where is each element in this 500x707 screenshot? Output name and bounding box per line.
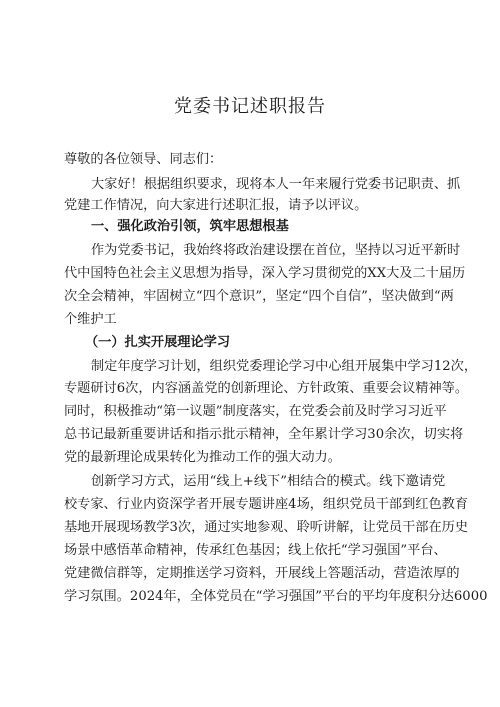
- paragraph-line: 总书记最新重要讲话和指示批示精神，全年累计学习30余次，切实将: [64, 427, 464, 442]
- paragraph-line: 校专家、行业内资深学者开展专题讲座4场，组织党员干部到红色教育: [64, 497, 469, 512]
- paragraph-line: 次全会精神，牢固树立“四个意识”，坚定“四个自信”，坚决做到“两: [64, 289, 454, 304]
- document-title: 党委书记述职报告: [174, 96, 326, 117]
- salutation: 尊敬的各位领导、同志们：: [64, 152, 223, 167]
- paragraph-line: 党建微信群等，定期推送学习资料，开展线上答题活动，营造浓厚的: [64, 566, 460, 581]
- paragraph-line: 专题研讨6次，内容涵盖党的创新理论、方针政策、重要会议精神等。: [64, 381, 469, 396]
- paragraph-line: 党的最新理论成果转化为推动工作的强大动力。: [64, 450, 341, 465]
- paragraph-line: 场景中感悟革命精神，传承红色基因；线上依托“学习强国”平台、: [64, 543, 447, 558]
- paragraph-line: 创新学习方式，运用“线上+线下”相结合的模式。线下邀请党: [91, 474, 446, 489]
- paragraph-line: 作为党委书记，我始终将政治建设摆在首位，坚持以习近平新时: [91, 243, 461, 258]
- paragraph-line: 学习氛围。2024年，全体党员在“学习强国”平台的平均年度积分达6000: [64, 589, 488, 604]
- subsection-heading: （一）扎实开展理论学习: [85, 335, 231, 350]
- paragraph-line: 代中国特色社会主义思想为指导，深入学习贯彻党的XX大及二十届历: [64, 266, 466, 281]
- paragraph-line: 同时，积极推动“第一议题”制度落实，在党委会前及时学习习近平: [64, 404, 447, 419]
- paragraph-line: 制定年度学习计划，组织党委理论学习中心组开展集中学习12次，: [91, 359, 478, 374]
- paragraph-line: 大家好！根据组织要求，现将本人一年来履行党委书记职责、抓: [91, 177, 461, 192]
- section-heading: 一、强化政治引领，筑牢思想根基: [91, 219, 289, 234]
- paragraph-line: 基地开展现场教学3次，通过实地参观、聆听讲解，让党员干部在历史: [64, 520, 469, 535]
- paragraph-line: 个维护工: [64, 312, 117, 327]
- paragraph-line: 党建工作情况，向大家进行述职汇报，请予以评议。: [64, 198, 368, 213]
